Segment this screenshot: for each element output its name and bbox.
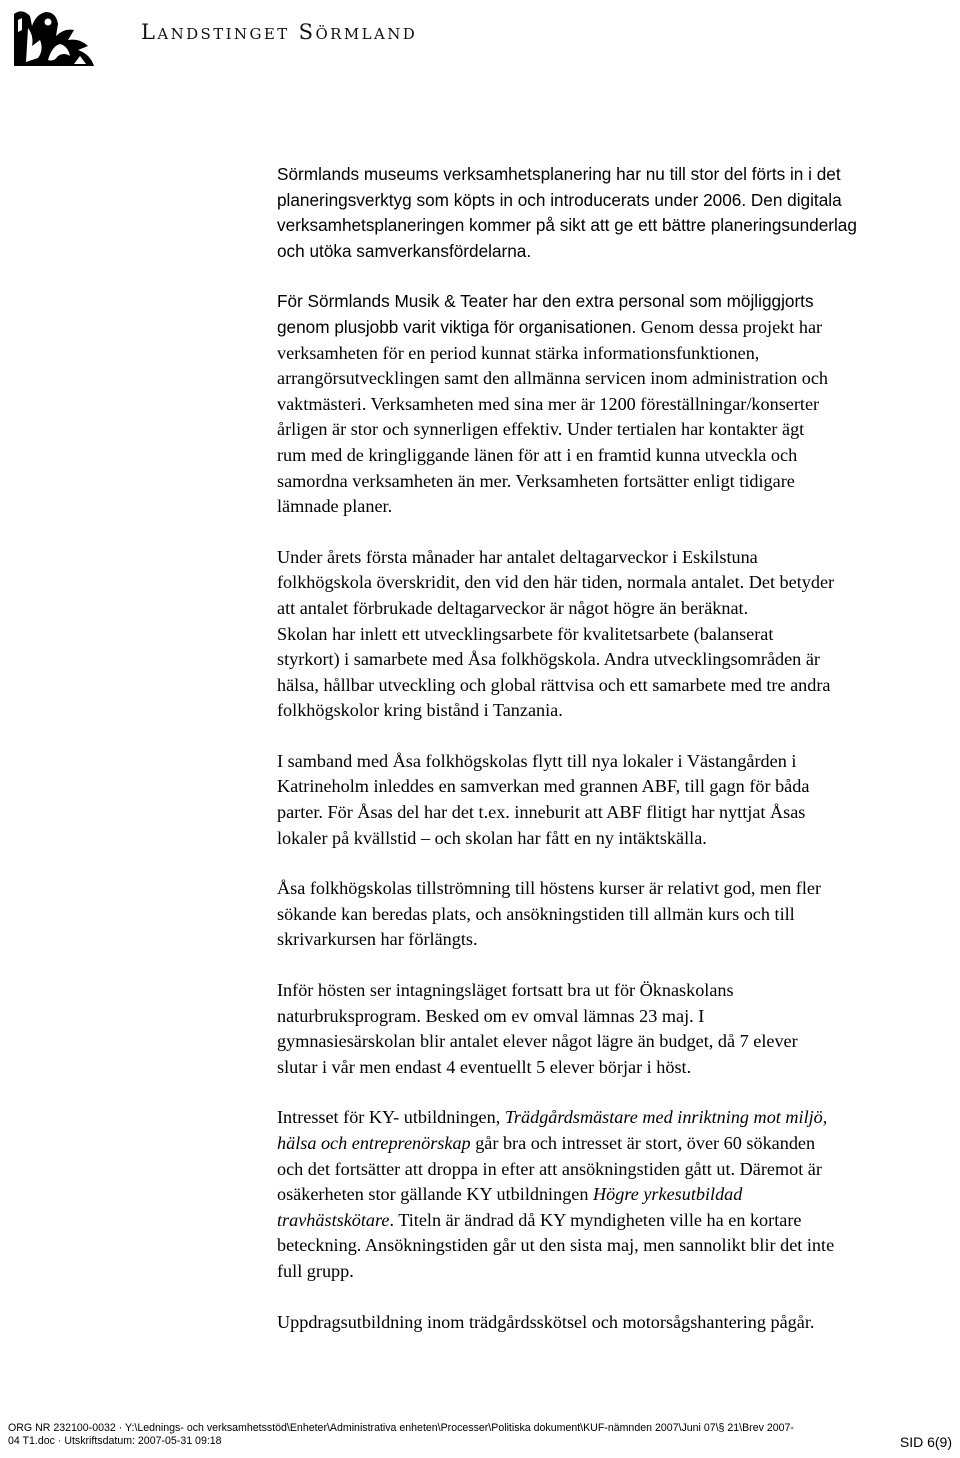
course-title: Högre yrkesutbildad <box>593 1184 743 1205</box>
text-line: Skolan har inlett ett utvecklingsarbete för kvalitetsarbete (balanserat <box>277 623 774 644</box>
landsting-logo-icon <box>8 6 100 72</box>
text-fragment: går bra och intresset är stort, över 60 sökanden <box>470 1133 816 1153</box>
paragraph-ky <box>277 1105 960 1284</box>
page-footer <box>8 1422 952 1454</box>
text-fragment: genom plusjobb varit viktiga för organisationen. <box>277 316 637 337</box>
text-line: arrangörsutvecklingen samt den allmänna servicen inom administration och <box>277 368 829 389</box>
text-line: naturbruksprogram. Besked om ev omval lämnas 23 maj. I <box>277 1005 705 1026</box>
text-line: Sörmlands museums verksamhetsplanering har nu till stor del förts in i det <box>277 164 841 184</box>
text-fragment: Genom dessa projekt har <box>636 316 823 337</box>
text-line: årligen är stor och synnerligen effektiv. Under tertialen har kontakter ägt <box>277 419 805 440</box>
text-fragment: Intresset för KY- utbildningen, <box>277 1107 505 1128</box>
text-line: folkhögskola överskridit, den vid den här tiden, normala antalet. Det betyder <box>277 572 835 593</box>
text-line: slutar i vår men endast 4 eventuellt 5 elever börjar i höst. <box>277 1056 692 1077</box>
text-line: Katrineholm inleddes en samverkan med grannen ABF, till gagn för båda <box>277 776 810 797</box>
text-line: hälsa, hållbar utveckling och global rättvisa och ett samarbete med tre andra <box>277 674 831 695</box>
course-title: Trädgårdsmästare med inriktning mot miljö, <box>504 1107 828 1128</box>
text-line: lokaler på kvällstid – och skolan har fått en ny intäktskälla. <box>277 827 707 848</box>
paragraph-asa-samverkan <box>277 749 960 851</box>
footer-path-line: ORG NR 232100-0032 · Y:\Lednings- och verksamhetsstöd\Enheter\Administrativa enheten\Processer\Politiska dokument\KUF-nämnden 2007\Juni 07\§ 21\Brev 2007- <box>8 1422 794 1434</box>
text-line: full grupp. <box>277 1260 354 1281</box>
text-line: samordna verksamheten än mer. Verksamheten fortsätter enligt tidigare <box>277 470 795 491</box>
letterhead <box>8 4 418 74</box>
text-line: planeringsverktyg som köpts in och introducerats under 2006. Den digitala <box>277 189 842 210</box>
text-line: sökande kan beredas plats, och ansökningstiden till allmän kurs och till <box>277 903 795 924</box>
paragraph-museum <box>277 162 960 264</box>
course-title: hälsa och entreprenörskap <box>277 1133 471 1153</box>
text-line: rum med de kringliggande länen för att i en framtid kunna utveckla och <box>277 444 798 465</box>
text-line: och det fortsätter att droppa in efter att ansökningstiden gått ut. Däremot är <box>277 1158 822 1179</box>
paragraph-eskilstuna <box>277 545 960 724</box>
text-line: Under årets första månader har antalet deltagarveckor i Eskilstuna <box>277 546 758 567</box>
text-line: parter. För Åsas del har det t.ex. inneburit att ABF flitigt har nyttjat Åsas <box>277 802 806 823</box>
text-line: skrivarkursen har förlängts. <box>277 929 478 950</box>
text-line: verksamheten för en period kunnat stärka informationsfunktionen, <box>277 342 760 363</box>
text-line: verksamhetsplaneringen kommer på sikt att ge ett bättre planeringsunderlag <box>277 215 857 236</box>
text-line: För Sörmlands Musik & Teater har den extra personal som möjliggjorts <box>277 291 814 312</box>
text-line: att antalet förbrukade deltagarveckor är något högre än beräknat. <box>277 597 749 618</box>
text-line: och utöka samverkansfördelarna. <box>277 240 532 261</box>
paragraph-uppdragsutbildning <box>277 1310 960 1336</box>
footer-document-info <box>8 1422 794 1448</box>
text-line: Åsa folkhögskolas tillströmning till höstens kurser är relativt god, men fler <box>277 878 822 899</box>
text-line: beteckning. Ansökningstiden går ut den sista maj, men sannolikt blir det inte <box>277 1235 835 1256</box>
text-line: lämnade planer. <box>277 496 393 517</box>
text-line: folkhögskolor kring bistånd i Tanzania. <box>277 700 563 721</box>
text-line: styrkort) i samarbete med Åsa folkhögskola. Andra utvecklingsområden är <box>277 649 820 670</box>
text-line: I samband med Åsa folkhögskolas flytt till nya lokaler i Västangården i <box>277 750 797 771</box>
page-number: SID 6(9) <box>899 1434 952 1450</box>
text-line: vaktmästeri. Verksamheten med sina mer är 1200 föreställningar/konserter <box>277 393 820 414</box>
text-fragment: osäkerheten stor gällande KY utbildningen <box>277 1184 594 1205</box>
footer-print-date: 04 T1.doc · Utskriftsdatum: 2007-05-31 09:18 <box>8 1435 222 1447</box>
letter-body <box>277 162 960 1360</box>
text-line: gymnasiesärskolan blir antalet elever något lägre än budget, då 7 elever <box>277 1031 798 1052</box>
paragraph-musik-teater <box>277 289 960 519</box>
paragraph-asa-tillstromning <box>277 876 960 953</box>
text-line: Uppdragsutbildning inom trädgårdsskötsel och motorsågshantering pågår. <box>277 1311 815 1332</box>
organization-name: Landstinget Sörmland <box>141 20 418 44</box>
paragraph-okna <box>277 978 960 1080</box>
course-title: travhästskötare <box>277 1209 390 1230</box>
text-fragment: . Titeln är ändrad då KY myndigheten ville ha en kortare <box>389 1209 802 1230</box>
text-line: Inför hösten ser intagningsläget fortsatt bra ut för Öknaskolans <box>277 980 734 1001</box>
